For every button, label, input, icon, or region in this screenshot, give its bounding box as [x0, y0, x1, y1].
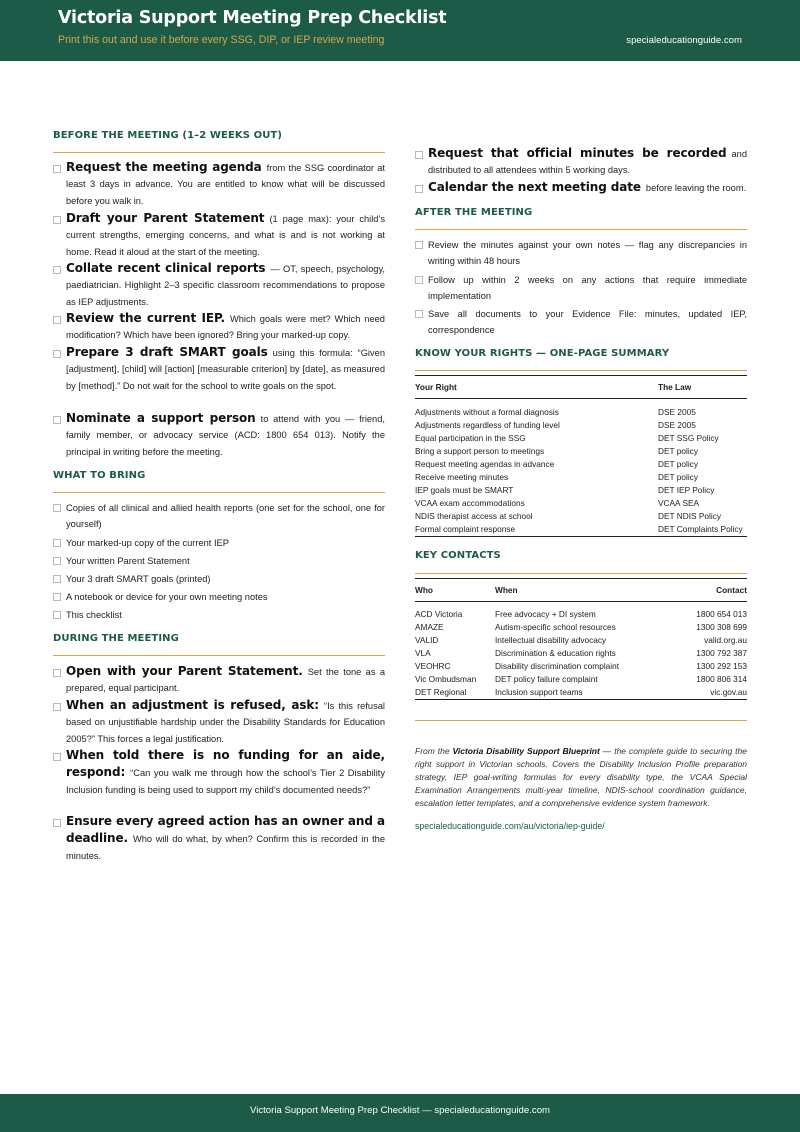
page-footer	[0, 1094, 800, 1132]
checklist-item-review-iep	[53, 310, 385, 344]
checklist-item-statement	[53, 210, 385, 260]
column-header: When	[495, 579, 674, 602]
header-site-link[interactable]: specialeducationguide.com	[626, 35, 742, 46]
page-title: Victoria Support Meeting Prep Checklist	[58, 8, 447, 28]
after-item: Review the minutes against your own notes — flag any discrepancies in writing within 48 hours	[415, 237, 747, 270]
checkbox[interactable]	[53, 266, 61, 274]
item-text: Which goals were met? Which need modification? Which have been ignored? Bring your marked-up copy.	[66, 314, 385, 341]
promo-link[interactable]: specialeducationguide.com/au/victoria/iep-guide/	[415, 821, 605, 831]
section-rule	[53, 492, 385, 493]
promo-book-title: Victoria Disability Support Blueprint	[452, 746, 600, 756]
section-title-bring: WHAT TO BRING	[53, 470, 146, 481]
checklist-item-agenda	[53, 159, 385, 209]
checkbox[interactable]	[415, 276, 423, 284]
bring-item: Your marked-up copy of the current IEP	[53, 535, 385, 551]
checkbox[interactable]	[53, 611, 61, 619]
item-heading: Open with your Parent Statement.	[66, 664, 303, 678]
page-subtitle: Print this out and use it before every SSG, DIP, or IEP review meeting	[58, 34, 385, 46]
item-heading: Request the meeting agenda	[66, 160, 262, 174]
during-item-refused	[53, 697, 385, 747]
table-row: VALID Intellectual disability advocacy valid.org.au	[415, 634, 747, 645]
checkbox[interactable]	[53, 504, 61, 512]
section-title-during: DURING THE MEETING	[53, 633, 179, 644]
item-text: using this formula: “Given [adjustment], [child] will [action] [measurable criterion] by [date], as measured by [method].” Do not wait for the school to write goals on the spot.	[66, 348, 385, 391]
after-item: Save all documents to your Evidence File: minutes, updated IEP, correspondence	[415, 306, 747, 339]
footer-text: Victoria Support Meeting Prep Checklist — specialeducationguide.com	[249, 1105, 551, 1116]
bring-item: This checklist	[53, 607, 385, 623]
table-row: Equal participation in the SSG DET SSG Policy	[415, 432, 719, 443]
checkbox[interactable]	[53, 575, 61, 583]
rights-table	[415, 375, 747, 537]
checkbox[interactable]	[415, 151, 423, 159]
item-text: “Can you walk me through how the school’s Tier 2 Disability Inclusion funding is being used to support my child’s documented needs?”	[66, 768, 385, 795]
item-text: before leaving the room.	[645, 183, 747, 193]
checkbox[interactable]	[53, 819, 61, 827]
checkbox[interactable]	[53, 416, 61, 424]
section-title-before: BEFORE THE MEETING (1–2 WEEKS OUT)	[53, 130, 283, 141]
table-row: Bring a support person to meetings DET policy	[415, 445, 698, 456]
checkbox[interactable]	[415, 185, 423, 193]
item-text: (1 page max): your child’s current strengths, emerging concerns, and what is and is not working at home. Read it aloud at the start of the meeting.	[66, 214, 385, 257]
section-title-after: AFTER THE MEETING	[415, 207, 533, 218]
item-heading: When an adjustment is refused, ask:	[66, 698, 319, 712]
item-heading: Draft your Parent Statement	[66, 211, 265, 225]
section-rule	[53, 655, 385, 656]
table-row: ACD Victoria Free advocacy + DI system 1800 654 013	[415, 608, 747, 619]
item-heading: Collate recent clinical reports	[66, 261, 266, 275]
table-row: AMAZE Autism-specific school resources 1300 308 699	[415, 621, 747, 632]
checkbox[interactable]	[415, 241, 423, 249]
item-heading: Ensure every agreed action has an owner and a deadline.	[66, 814, 385, 846]
checkbox[interactable]	[53, 593, 61, 601]
during-item-owner	[53, 813, 385, 864]
item-text: from the SSG coordinator at least 3 days in advance. You are entitled to know what will be discussed before you walk in.	[66, 163, 386, 206]
table-row: Formal complaint response DET Complaints Policy	[415, 523, 747, 537]
section-title-rights: KNOW YOUR RIGHTS — ONE-PAGE SUMMARY	[415, 348, 670, 359]
bring-item: Copies of all clinical and allied health reports (one set for the school, one for yourself)	[53, 500, 385, 533]
column-header: The Law	[658, 376, 747, 399]
table-row: NDIS therapist access at school DET NDIS Policy	[415, 511, 722, 522]
section-title-contacts: KEY CONTACTS	[415, 550, 501, 561]
table-row: DET Regional Inclusion support teams vic.gov.au	[415, 686, 747, 700]
checkbox[interactable]	[53, 316, 61, 324]
checkbox[interactable]	[53, 557, 61, 565]
item-heading: Calendar the next meeting date	[428, 180, 641, 194]
column-header: Who	[415, 579, 495, 602]
bring-item: Your 3 draft SMART goals (printed)	[53, 571, 385, 587]
contacts-table	[415, 578, 747, 700]
page-header	[0, 0, 800, 61]
table-row: VCAA exam accommodations VCAA SEA	[415, 498, 700, 509]
table-row: Request meeting agendas in advance DET policy	[415, 458, 698, 469]
item-text: and distributed to all attendees within 5 working days.	[428, 149, 747, 176]
checklist-item-smart-goals	[53, 344, 385, 394]
checklist-item-reports	[53, 260, 385, 310]
promo-rule	[415, 720, 747, 721]
checklist-item-support-person	[53, 410, 385, 460]
bring-item: Your written Parent Statement	[53, 553, 385, 569]
item-text: to attend with you — friend, family member, or advocacy service (ACD: 1800 654 013). Notify the principal in writing before the meeting.	[66, 414, 385, 457]
item-text: Set the tone as a prepared, equal participant.	[66, 667, 385, 694]
during-item-minutes	[415, 145, 747, 179]
checkbox[interactable]	[53, 669, 61, 677]
table-row: Vic Ombudsman DET policy failure complaint 1800 806 314	[415, 674, 747, 685]
checkbox[interactable]	[53, 350, 61, 358]
table-row: IEP goals must be SMART DET IEP Policy	[415, 485, 715, 496]
section-rule	[415, 229, 747, 230]
table-row: VEOHRC Disability discrimination complaint 1300 292 153	[415, 660, 747, 671]
table-header-row	[415, 376, 747, 399]
table-header-row	[415, 579, 747, 602]
section-rule	[415, 370, 747, 371]
during-item-calendar	[415, 179, 747, 196]
section-rule	[53, 152, 385, 153]
table-row: Receive meeting minutes DET policy	[415, 472, 698, 483]
item-heading: Review the current IEP.	[66, 311, 225, 325]
table-row: Adjustments regardless of funding level DSE 2005	[415, 419, 696, 430]
item-heading: Prepare 3 draft SMART goals	[66, 345, 268, 359]
table-row: Adjustments without a formal diagnosis DSE 2005	[415, 406, 696, 417]
item-text: — OT, speech, psychology, paediatrician. Highlight 2–3 specific classroom recommendations to propose as IEP adjustments.	[66, 264, 385, 307]
checkbox[interactable]	[415, 310, 423, 318]
checkbox[interactable]	[53, 539, 61, 547]
column-header: Your Right	[415, 376, 658, 399]
section-rule	[415, 573, 747, 574]
item-heading: Request that official minutes be recorded	[428, 146, 727, 160]
item-text: “Is this refusal based on unjustifiable hardship under the Disability Standards for Education 2005?” This forces a legal justification.	[66, 701, 385, 744]
item-heading: Nominate a support person	[66, 411, 256, 425]
during-item-funding	[53, 747, 385, 798]
checkbox[interactable]	[53, 216, 61, 224]
bring-item: A notebook or device for your own meeting notes	[53, 589, 385, 605]
checkbox[interactable]	[53, 165, 61, 173]
checkbox[interactable]	[53, 753, 61, 761]
after-item: Follow up within 2 weeks on any actions that require immediate implementation	[415, 272, 747, 305]
during-item-open	[53, 663, 385, 697]
column-header: Contact	[674, 579, 747, 602]
item-text: Who will do what, by when? Confirm this is recorded in the minutes.	[66, 834, 385, 861]
item-heading: When told there is no funding for an aide, respond:	[66, 748, 385, 780]
promo-note: From the Victoria Disability Support Blueprint — the complete guide to securing the right support in Victorian schools. Covers the Disability Inclusion Profile preparation strategy, IEP goal-writing formulas for every disability type, the VCAA Special Examination Arrangements multi-year timeline, NDIS-school coordination guidance, escalation letter templates, and a comprehensive evidence system framework.	[415, 746, 747, 808]
checkbox[interactable]	[53, 703, 61, 711]
table-row: VLA Discrimination & education rights 1300 792 387	[415, 647, 747, 658]
